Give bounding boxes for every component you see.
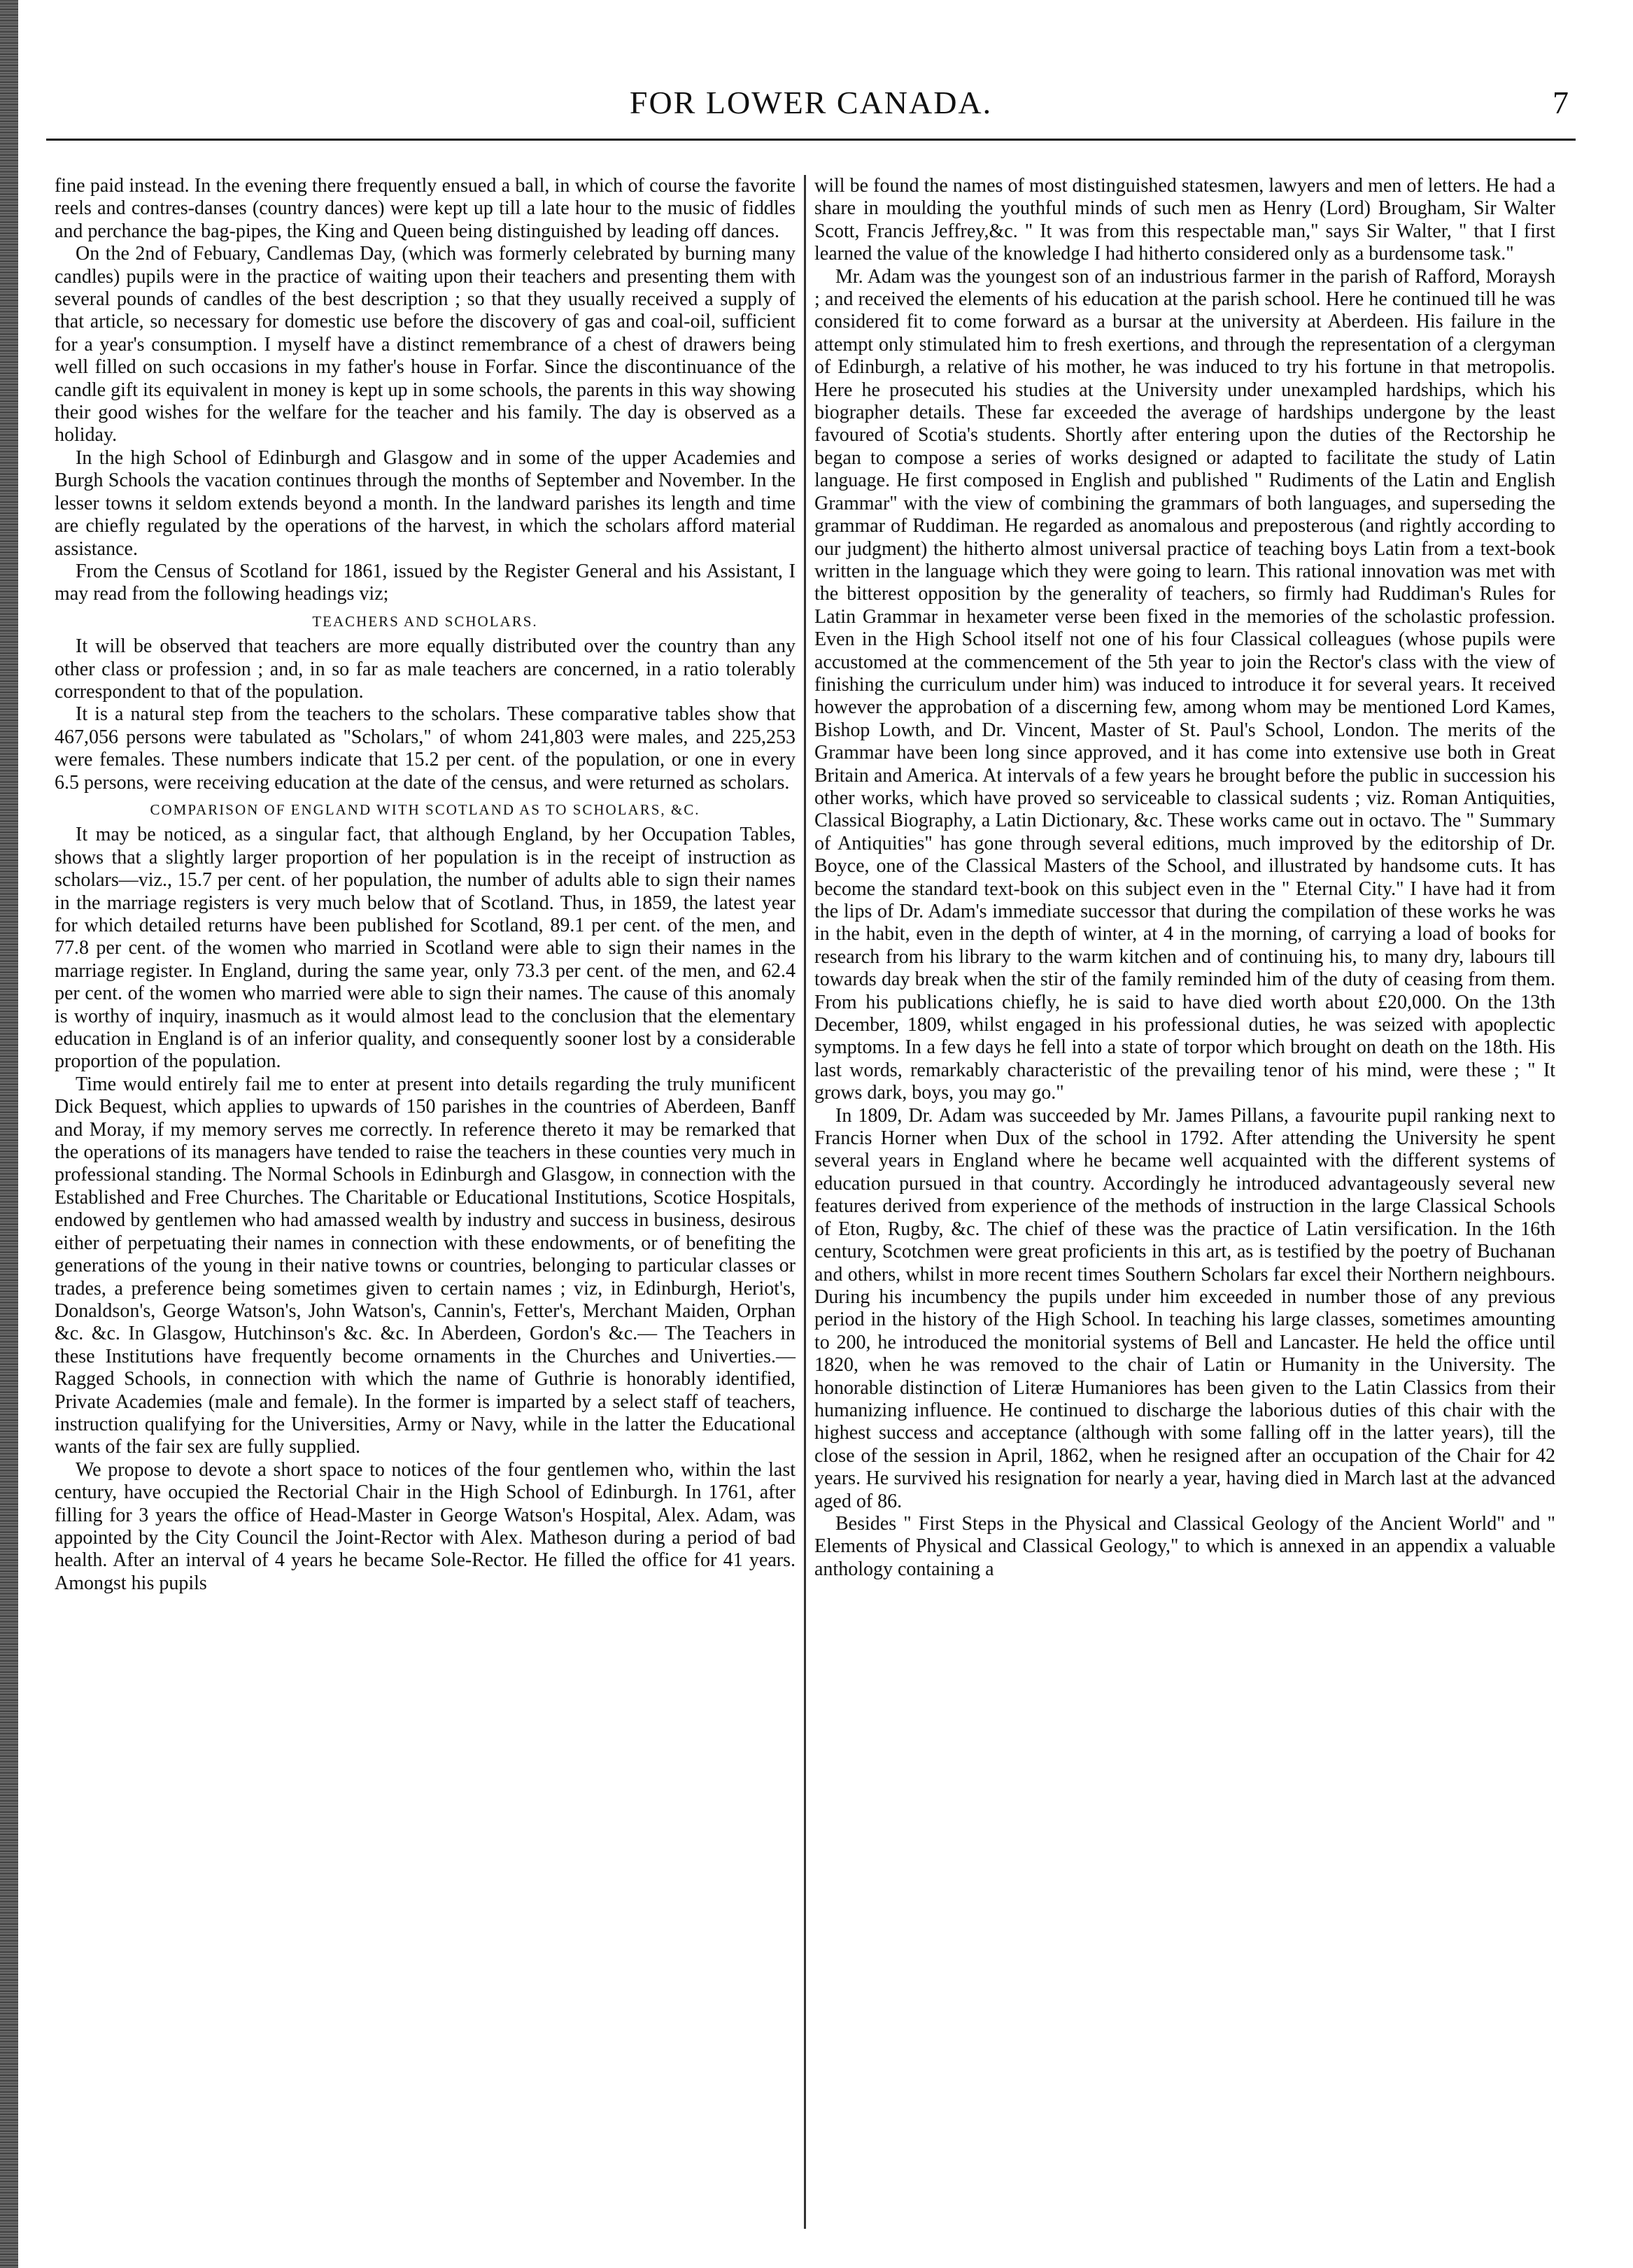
section-heading: TEACHERS AND SCHOLARS.: [312, 612, 538, 630]
paragraph: will be found the names of most distinguished statesmen, lawyers and men of letters. He had a share in moulding the youthful minds of such men as Henry (Lord) Brougham, Sir Walter Scott, Francis Jeffrey,&c. " It was from this respectable man," says Sir Walter, " that I first learned the value of the knowledge I had hitherto considered only as a burdensome task.": [814, 175, 1555, 265]
paragraph: In 1809, Dr. Adam was succeeded by Mr. James Pillans, a favourite pupil ranking next to Francis Horner when Dux of the school in 1792. After attending the University he spent several years in England where he became well acquainted with the different systems of education pursued in that country. Accordingly he introduced advantageously several new features derived from experience of the methods of instruction in the large Classical Schools of Eton, Rugby, &c. The chief of these was the practice of Latin versification. In the 16th century, Scotchmen were great proficients in this art, as is testified by the poetry of Buchanan and others, whilst in more recent times Southern Scholars far excel their Northern neighbours. During his incumbency the pupils under him exceeded in number those of any previous period in the history of the High School. In teaching his large classes, sometimes amounting to 200, he introduced the monitorial systems of Bell and Lancaster. He held the office until 1820, when he was removed to the chair of Latin or Humanity in the University. The honorable distinction of Literæ Humaniores has been given to the Latin Classics from their humanizing influence. He continued to discharge the laborious duties of this chair with the highest success and acceptance (although with some falling off in the latter years), till the close of the session in April, 1862, when he resigned after an occupation of the Chair for 42 years. He survived his resignation for nearly a year, having died in March last at the advanced aged of 86.: [814, 1104, 1555, 1512]
text-columns: [46, 175, 1576, 2229]
page: [46, 84, 1576, 2239]
running-head: FOR LOWER CANADA.: [629, 85, 993, 120]
paragraph: We propose to devote a short space to notices of the four gentlemen who, within the last century, have occupied the Rectorial Chair in the High School of Edinburgh. In 1761, after filling for 3 years the office of Head-Master in George Watson's Hospital, Alex. Adam, was appointed by the City Council the Joint-Rector with Alex. Matheson during a period of bad health. After an interval of 4 years he became Sole-Rector. He filled the office for 41 years. Amongst his pupils: [55, 1458, 796, 1594]
paragraph: It may be noticed, as a singular fact, that although England, by her Occupation Tables, shows that a slightly larger proportion of her population is in the receipt of instruction as scholars—viz., 15.7 per cent. of her population, the number of adults able to sign their names in the marriage registers is very much below that of Scotland. Thus, in 1859, the latest year for which detailed returns have been published for Scotland, 89.1 per cent. of the men, and 77.8 per cent. of the women who married in Scotland were able to sign their names in the marriage register. In England, during the same year, only 73.3 per cent. of the men, and 62.4 per cent. of the women who married were able to sign their names. The cause of this anomaly is worthy of inquiry, inasmuch as it would almost lead to the conclusion that the elementary education in England is of an inferior quality, and consequently sooner lost by a considerable proportion of the population.: [55, 824, 796, 1073]
header-rule: [46, 139, 1576, 141]
binding-edge: [0, 0, 18, 2268]
right-column: [806, 175, 1564, 2229]
paragraph: In the high School of Edinburgh and Glasgow and in some of the upper Academies and Burgh Schools the vacation continues through the months of September and November. In the lesser towns it seldom extends beyond a month. In the landward parishes its length and time are chiefly regulated by the operations of the harvest, in which the scholars afford material assistance.: [55, 446, 796, 560]
paragraph: Mr. Adam was the youngest son of an industrious farmer in the parish of Rafford, Moraysh ; and received the elements of his education at the parish school. Here he continued till he was considered fit to come forward as a bursar at the university at Aberdeen. His failure in the attempt only stimulated him to fresh exertions, and through the representation of a clergyman of Edinburgh, a relative of his mother, he was induced to try his fortune in that metropolis. Here he prosecuted his studies at the University under unexampled hardships, which his biographer details. These far exceeded the average of hardships undergone by the least favoured of Scotia's students. Shortly after entering upon the duties of the Rectorship he began to compose a series of works designed or adapted to facilitate the study of Latin language. He first composed in English and published " Rudiments of the Latin and English Grammar" with the view of combining the grammars of both languages, and superseding the grammar of Ruddiman. He regarded as anomalous and preposterous (and rightly according to our judgment) the hitherto almost universal practice of teaching boys Latin from a text-book written in the language which they were going to learn. This rational innovation was met with the bitterest opposition by the generality of teachers, so firmly had Ruddiman's Rules for Latin Grammar in hexameter verse been fixed in the memories of the scholastic profession. Even in the High School itself not one of his four Classical colleagues (whose pupils were accustomed at the commencement of the 5th year to join the Rector's class with the view of finishing the curriculum under him) was induced to introduce it for several years. It received however the approbation of a discerning few, among whom may be mentioned Lord Kames, Bishop Lowth, and Dr. Vincent, Master of St. Paul's School, London. The merits of the Grammar have been long since approved, and it has come into extensive use both in Great Britain and America. At intervals of a few years he brought before the public in succession his other works, which have proved so serviceable to classical sudents ; viz. Roman Antiquities, Classical Biography, a Latin Dictionary, &c. These works came out in octavo. The " Summary of Antiquities" has gone through several editions, much improved by the editorship of Dr. Boyce, one of the Classical Masters of the School, and illustrated by handsome cuts. It has become the standard text-book on this subject even in the " Eternal City." I have had it from the lips of Dr. Adam's immediate successor that during the compilation of these works he was in the habit, even in the depth of winter, at 4 in the morning, of carrying a load of books for research from his library to the warm kitchen and of continuing his, to many dry, labours till towards day break when the stir of the family reminded him of the duty of ceasing from them. From his publications chiefly, he is said to have died worth about £20,000. On the 13th December, 1809, whilst engaged in his professional duties, he was seized with apoplectic symptoms. In a few days he fell into a state of torpor which brought on death on the 18th. His last words, remarkably characteristic of the prevailing tenor of his mind, were these ; " It grows dark, boys, you may go.": [814, 265, 1555, 1104]
paragraph: It is a natural step from the teachers to the scholars. These comparative tables show that 467,056 persons were tabulated as "Scholars," of whom 241,803 were males, and 225,253 were females. These numbers indicate that 15.2 per cent. of the population, or one in every 6.5 persons, were receiving education at the date of the census, and were returned as scholars.: [55, 703, 796, 794]
paragraph: From the Census of Scotland for 1861, issued by the Register General and his Assistant, I may read from the following headings viz;: [55, 560, 796, 605]
section-heading: COMPARISON OF ENGLAND WITH SCOTLAND AS TO SCHOLARS, &C.: [150, 801, 700, 818]
page-number: 7: [1553, 85, 1569, 120]
paragraph: Besides " First Steps in the Physical and Classical Geology of the Ancient World" and " Elements of Physical and Classical Geology," to which is annexed in an appendix a valuable anthology containing a: [814, 1512, 1555, 1580]
paragraph: On the 2nd of Febuary, Candlemas Day, (which was formerly celebrated by burning many candles) pupils were in the practice of waiting upon their teachers and presenting them with several pounds of candles of the best description ; so that they usually received a supply of that article, so necessary for domestic use before the discovery of gas and coal-oil, sufficient for a year's consumption. I myself have a distinct remembrance of a chest of drawers being well filled on such occasions in my father's house in Forfar. Since the discontinuance of the candle gift its equivalent in money is kept up in some schools, the parents in this way showing their good wishes for the welfare for the teacher and his family. The day is observed as a holiday.: [55, 243, 796, 446]
paragraph: fine paid instead. In the evening there frequently ensued a ball, in which of course the favorite reels and contres-danses (country dances) were kept up till a late hour to the music of fiddles and perchance the bag-pipes, the King and Queen being distinguished by leading off dances.: [55, 175, 796, 242]
paragraph: It will be observed that teachers are more equally distributed over the country than any other class or profession ; and, in so far as male teachers are concerned, in a ratio tolerably correspondent to that of the population.: [55, 635, 796, 703]
page-header: [46, 84, 1576, 144]
paragraph: Time would entirely fail me to enter at present into details regarding the truly munificent Dick Bequest, which applies to upwards of 150 parishes in the countries of Aberdeen, Banff and Moray, if my memory serves me correctly. In reference thereto it may be remarked that the operations of its managers have tended to raise the teachers in these counties very much in professional standing. The Normal Schools in Edinburgh and Glasgow, in connection with the Established and Free Churches. The Charitable or Educational Institutions, Scotice Hospitals, endowed by gentlemen who had amassed wealth by industry and success in business, desirous either of perpetuating their names in connection with these endowments, or of benefiting the generations of the young in their native towns or countries, belonging to particular classes or trades, a preference being sometimes given to certain names ; viz, in Edinburgh, Heriot's, Donaldson's, George Watson's, John Watson's, Cannin's, Fetter's, Merchant Maiden, Orphan &c. &c. In Glasgow, Hutchinson's &c. &c. In Aberdeen, Gordon's &c.— The Teachers in these Institutions have frequently become ornaments in the Churches and Univerties.— Ragged Schools, in connection with which the name of Guthrie is honorably identified, Private Academies (male and female). In the former is imparted by a select staff of teachers, instruction qualifying for the Universities, Army or Navy, while in the latter the Educational wants of the fair sex are fully supplied.: [55, 1073, 796, 1458]
left-column: [46, 175, 804, 2229]
